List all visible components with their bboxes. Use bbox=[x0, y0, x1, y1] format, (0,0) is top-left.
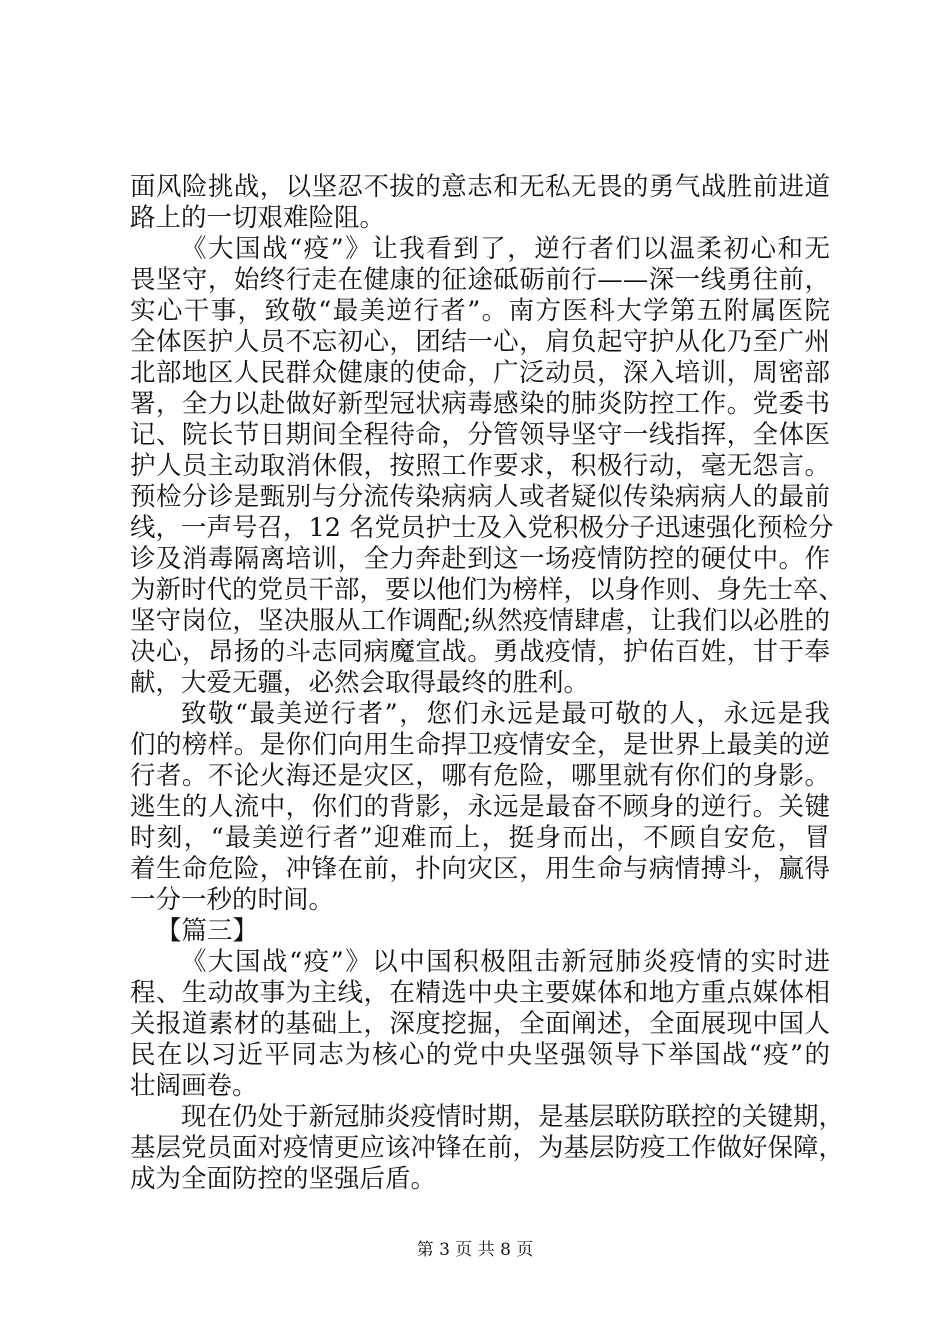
text-line: 时刻，“最美逆行者”迎难而上，挺身而出，不顾自安危，冒 bbox=[130, 823, 830, 853]
paragraph bbox=[130, 699, 830, 916]
text-line: 《大国战“疫”》让我看到了，逆行者们以温柔初心和无 bbox=[181, 234, 830, 264]
text-line: 实心干事，致敬“最美逆行者”。南方医科大学第五附属医院 bbox=[130, 296, 830, 326]
text-line: 关报道素材的基础上，深度挖掘，全面阐述，全面展现中国人 bbox=[130, 1009, 830, 1039]
text-line: 全体医护人员不忘初心，团结一心，肩负起守护从化乃至广州 bbox=[130, 327, 830, 357]
text-line: 现在仍处于新冠肺炎疫情时期，是基层联防联控的关键期， bbox=[181, 1102, 845, 1132]
text-line: 逃生的人流中，你们的背影，永远是最奋不顾身的逆行。关键 bbox=[130, 792, 830, 822]
text-line: 着生命危险，冲锋在前，扑向灾区，用生命与病情搏斗，赢得 bbox=[130, 854, 830, 884]
text-line: 北部地区人民群众健康的使命，广泛动员，深入培训，周密部 bbox=[130, 358, 830, 388]
page-footer: 第 3 页 共 8 页 bbox=[416, 1240, 534, 1260]
text-line: 壮阔画卷。 bbox=[130, 1071, 258, 1101]
text-line: 为新时代的党员干部，要以他们为榜样，以身作则、身先士卒、 bbox=[130, 575, 845, 605]
text-line: 诊及消毒隔离培训，全力奔赴到这一场疫情防控的硬仗中。作 bbox=[130, 544, 830, 574]
text-line: 基层党员面对疫情更应该冲锋在前，为基层防疫工作做好保障， bbox=[130, 1133, 845, 1163]
text-line: 护人员主动取消休假，按照工作要求，积极行动，毫无怨言。 bbox=[130, 451, 830, 481]
document-body bbox=[130, 172, 845, 1195]
text-line: 行者。不论火海还是灾区，哪有危险，哪里就有你们的身影。 bbox=[130, 761, 830, 791]
text-line: 畏坚守，始终行走在健康的征途砥砺前行——深一线勇往前， bbox=[130, 265, 830, 295]
text-line: 面风险挑战，以坚忍不拔的意志和无私无畏的勇气战胜前进道 bbox=[130, 172, 830, 202]
text-line: 民在以习近平同志为核心的党中央坚强领导下举国战“疫”的 bbox=[130, 1040, 830, 1070]
text-line: 路上的一切艰难险阻。 bbox=[130, 203, 386, 233]
text-line: 献，大爱无疆，必然会取得最终的胜利。 bbox=[130, 668, 590, 698]
text-line: 一分一秒的时间。 bbox=[130, 885, 335, 915]
text-line: 致敬“最美逆行者”，您们永远是最可敬的人，永远是我 bbox=[181, 699, 830, 729]
section-heading bbox=[130, 916, 830, 947]
text-line: 《大国战“疫”》以中国积极阻击新冠肺炎疫情的实时进 bbox=[181, 947, 830, 977]
text-line: 线，一声号召，12 名党员护士及入党积极分子迅速强化预检分 bbox=[130, 513, 834, 543]
text-line: 决心，昂扬的斗志同病魔宣战。勇战疫情，护佑百姓，甘于奉 bbox=[130, 637, 830, 667]
heading-text: 【篇三】 bbox=[156, 916, 259, 946]
text-line: 署，全力以赴做好新型冠状病毒感染的肺炎防控工作。党委书 bbox=[130, 389, 830, 419]
text-line: 记、院长节日期间全程待命，分管领导坚守一线指挥，全体医 bbox=[130, 420, 830, 450]
paragraph bbox=[130, 947, 830, 1102]
text-line: 们的榜样。是你们向用生命捍卫疫情安全，是世界上最美的逆 bbox=[130, 730, 830, 760]
text-line: 坚守岗位，坚决服从工作调配;纵然疫情肆虐，让我们以必胜的 bbox=[130, 606, 830, 636]
text-line: 预检分诊是甄别与分流传染病病人或者疑似传染病病人的最前 bbox=[130, 482, 830, 512]
paragraph bbox=[130, 234, 845, 699]
paragraph bbox=[130, 172, 830, 234]
text-line: 程、生动故事为主线，在精选中央主要媒体和地方重点媒体相 bbox=[130, 978, 830, 1008]
text-line: 成为全面防控的坚强后盾。 bbox=[130, 1164, 437, 1194]
paragraph bbox=[130, 1102, 845, 1195]
